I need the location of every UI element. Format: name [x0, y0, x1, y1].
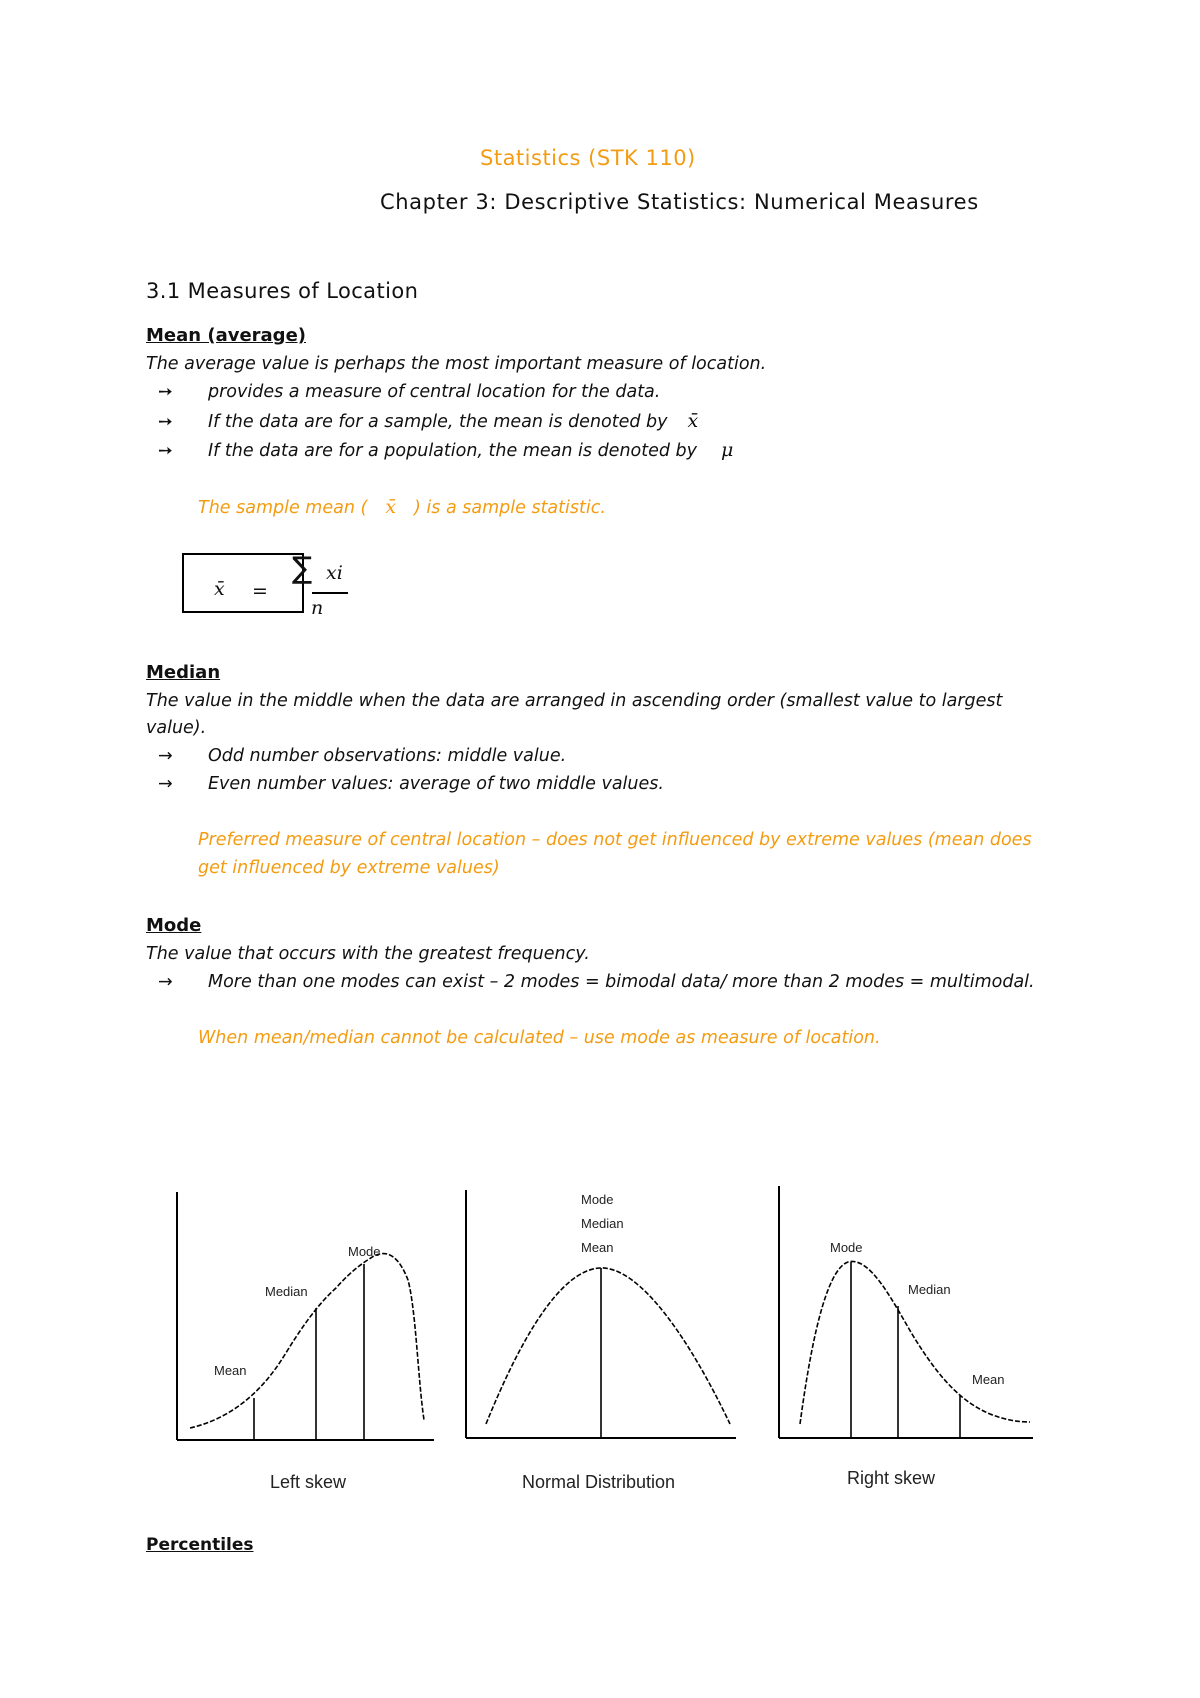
median-heading: Median [146, 662, 221, 683]
formula-sigma: ∑ [292, 551, 313, 586]
arrow-right-icon: ➙ [158, 441, 173, 461]
mean-bullet-3: ➙ If the data are for a population, the mean is denoted by μ [158, 439, 734, 461]
formula-denominator: n [311, 597, 324, 619]
formula-numerator: xi [326, 562, 343, 584]
normal-curve [486, 1268, 730, 1424]
mode-note: When mean/median cannot be calculated – use mode as measure of location. [198, 1028, 881, 1048]
population-mean-symbol: μ [721, 439, 734, 461]
right-median-label: Median [908, 1282, 951, 1297]
chapter-title: Chapter 3: Descriptive Statistics: Numerical Measures [380, 190, 979, 214]
section-title: 3.1 Measures of Location [146, 279, 419, 303]
sample-mean-note: The sample mean ( x̄ ) is a sample statistic. [198, 496, 606, 518]
median-definition-line2: value). [146, 718, 207, 738]
right-mode-label: Mode [830, 1240, 863, 1255]
left-median-label: Median [265, 1284, 308, 1299]
normal-mean-label: Mean [581, 1240, 614, 1255]
median-bullet-2: → Even number values: average of two middle values. [158, 774, 664, 794]
right-skew-diagram [779, 1186, 1033, 1488]
left-skew-diagram [177, 1192, 434, 1492]
left-mode-label: Mode [348, 1244, 381, 1259]
arrow-right-icon: ➙ [158, 382, 173, 402]
course-title: Statistics (STK 110) [480, 146, 696, 170]
median-note-line1: Preferred measure of central location – does not get influenced by extreme values (mean does [198, 830, 1032, 850]
percentiles-heading: Percentiles [146, 1535, 254, 1555]
median-definition-line1: The value in the middle when the data are arranged in ascending order (smallest value to largest [146, 691, 1003, 711]
mode-definition: The value that occurs with the greatest frequency. [146, 944, 590, 964]
normal-caption: Normal Distribution [522, 1472, 676, 1492]
left-skew-caption: Left skew [270, 1472, 347, 1492]
mean-bullet-1: ➙ provides a measure of central location for the data. [158, 382, 661, 402]
formula-lhs: x̄ [214, 578, 225, 600]
arrow-right-icon: → [158, 774, 173, 794]
mode-heading: Mode [146, 915, 202, 936]
normal-distribution-diagram [466, 1190, 736, 1492]
normal-median-label: Median [581, 1216, 624, 1231]
mode-bullet-1: → More than one modes can exist – 2 modes = bimodal data/ more than 2 modes = multimodal. [158, 972, 1035, 992]
mean-bullet-2: ➙ If the data are for a sample, the mean is denoted by x̄ [158, 410, 699, 432]
note-mean-symbol: x̄ [385, 496, 397, 518]
arrow-right-icon: → [158, 746, 173, 766]
left-skew-curve [190, 1254, 424, 1428]
arrow-right-icon: ➙ [158, 412, 173, 432]
right-skew-caption: Right skew [847, 1468, 936, 1488]
left-mean-label: Mean [214, 1363, 247, 1378]
normal-mode-label: Mode [581, 1192, 614, 1207]
arrow-right-icon: → [158, 972, 173, 992]
formula-equals: = [252, 580, 268, 602]
median-note-line2: get influenced by extreme values) [198, 858, 500, 878]
mean-heading: Mean (average) [146, 325, 307, 346]
median-bullet-1: → Odd number observations: middle value. [158, 746, 567, 766]
sample-mean-symbol: x̄ [687, 410, 699, 432]
mean-definition: The average value is perhaps the most important measure of location. [146, 354, 767, 374]
right-mean-label: Mean [972, 1372, 1005, 1387]
